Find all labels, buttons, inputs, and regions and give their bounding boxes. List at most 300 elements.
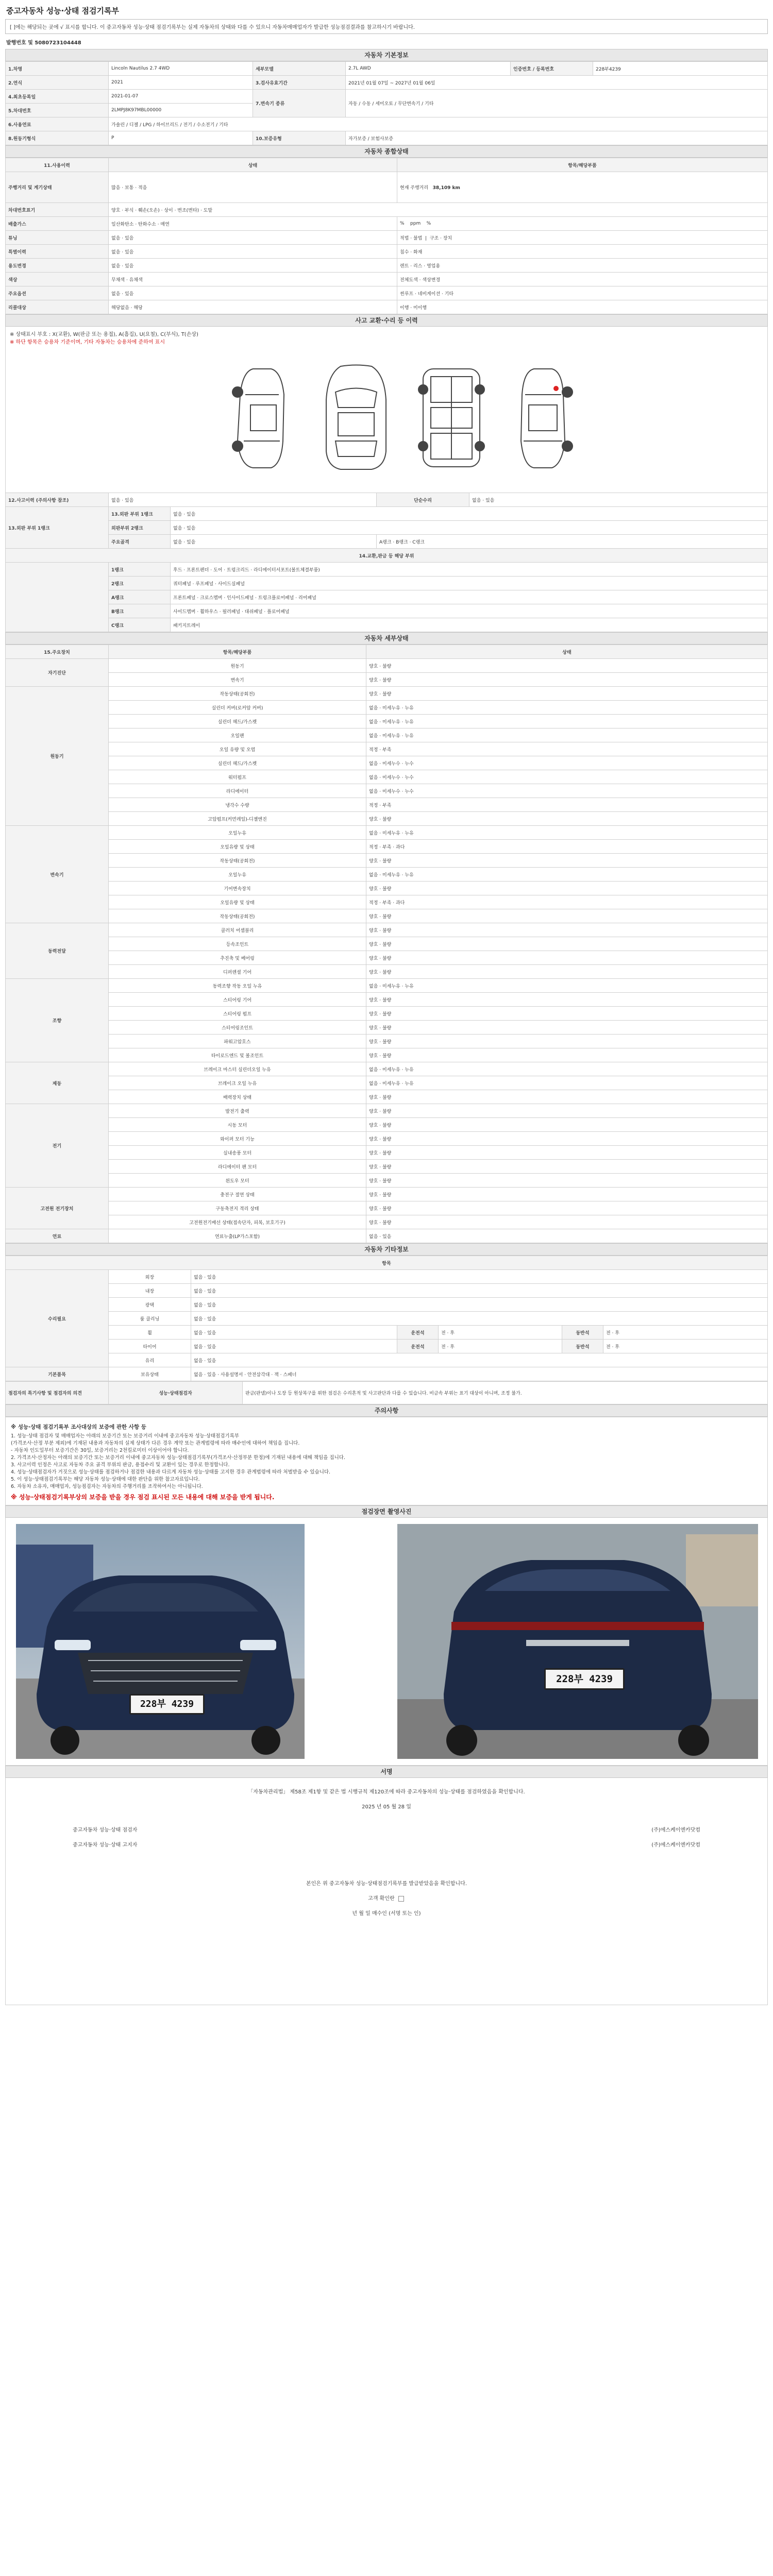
- part-state: 없음 · 있음: [191, 1298, 768, 1312]
- doc-number: [6, 38, 767, 46]
- table-row: [6, 76, 768, 90]
- part-state: 없음 · 미세누수 · 누수: [366, 756, 768, 770]
- unit-ppm: ppm: [410, 221, 421, 226]
- part-name: 고전원전기배선 상태(접속단자, 피복, 보호기구): [109, 1215, 366, 1229]
- general-state-table: [5, 158, 768, 314]
- rank-label: A랭크: [109, 590, 171, 604]
- part-state: 없음 · 있음: [191, 1312, 768, 1326]
- part-state: 없음 · 미세누수 · 누수: [366, 770, 768, 784]
- part-state: 적정 · 부족 · 과다: [366, 840, 768, 854]
- column-header: 항목/해당부품: [397, 158, 768, 172]
- opinion-table: [5, 1381, 768, 1404]
- part-name: 발전기 출력: [109, 1104, 366, 1118]
- part-name: 오일 유량 및 오염: [109, 742, 366, 756]
- note-line: 3. 사고이력 인정은 사고로 자동차 주요 골격 부위의 판금, 용접수리 및 교환이 있는 경우로 한정합니다.: [11, 1462, 230, 1468]
- part-state: 없음 · 있음 · 사용설명서 · 안전삼각대 · 잭 · 스패너: [191, 1367, 768, 1381]
- part-name: 연료누출(LP가스포함): [109, 1229, 366, 1243]
- table-row: [6, 62, 768, 76]
- part-state: 없음 · 미세누유 · 누유: [366, 868, 768, 882]
- part-state: 없음 · 미세누유 · 누유: [366, 1076, 768, 1090]
- row-label: 차대번호표기: [6, 203, 109, 217]
- part-state: 없음 · 있음: [191, 1284, 768, 1298]
- table-row: [6, 756, 768, 770]
- part-state: 없음 · 있음: [191, 1270, 768, 1284]
- field-value: 자동 / 수동 / 세미오토 / 무단변속기 / 기타: [346, 90, 768, 117]
- car-side-right-icon: [506, 364, 583, 472]
- unit-percent: %: [400, 221, 405, 226]
- signature-date: 2025 년 05 월 28 일: [362, 1804, 411, 1810]
- row-state: 없음 · 있음: [171, 535, 377, 549]
- row-units: [397, 217, 768, 231]
- table-row: [6, 1270, 768, 1284]
- table-row: [6, 590, 768, 604]
- notes-head: ※ 성능·상태 점검기록부 조사대상의 보증에 관한 사항 등: [11, 1424, 146, 1430]
- part-state: 양호 · 불량: [366, 1104, 768, 1118]
- field-value: 2021: [109, 76, 253, 90]
- note-line: 2. 가격조사·산정자는 아래의 보증기간 또는 보증거리 이내에 중고자동차 성능·상태점검기록부(가격조사·산정부분 한정)에 기재된 내용에 대해 책임을 집니다.: [11, 1455, 345, 1461]
- table-row: [6, 1160, 768, 1174]
- part-name: 등속조인트: [109, 937, 366, 951]
- row-sublabel: 주요골격: [109, 535, 171, 549]
- part-name: 기어변속장치: [109, 882, 366, 895]
- part-name: 고압펌프(커먼레일)-디젤엔진: [109, 812, 366, 826]
- opinion-label: 점검자의 특기사항 및 점검자의 의견: [6, 1382, 109, 1404]
- group-label: 변속기: [6, 826, 109, 923]
- part-state: 양호 · 불량: [366, 1021, 768, 1035]
- car-top-front-icon: [320, 364, 392, 472]
- table-row: [6, 286, 768, 300]
- basic-info-table: [5, 61, 768, 145]
- damage-table: [5, 493, 768, 632]
- row-extra: 이행 · 미이행: [397, 300, 768, 314]
- part-name: 동력조향 작동 오일 누유: [109, 979, 366, 993]
- part-name: 윈도우 모터: [109, 1174, 366, 1188]
- part-name: 변속기: [109, 673, 366, 687]
- table-row: [6, 1340, 768, 1353]
- opinion-sub: 성능·상태점검자: [109, 1382, 243, 1404]
- rank-label: 2랭크: [109, 577, 171, 590]
- car-diagram: [5, 348, 768, 493]
- side-state: 전 · 후: [603, 1326, 768, 1340]
- group-label: 연료: [6, 1229, 109, 1243]
- row-extra: 침수 · 화재: [397, 245, 768, 259]
- table-row: [6, 1326, 768, 1340]
- part-name: 룸 클리닝: [109, 1312, 191, 1326]
- row-label: 배출가스: [6, 217, 109, 231]
- table-row: [6, 1353, 768, 1367]
- column-header: 항목/해당부품: [109, 645, 366, 659]
- report: [5, 4, 768, 2005]
- table-row: [6, 90, 768, 104]
- car-side-left-icon: [222, 364, 299, 472]
- table-row: [6, 618, 768, 632]
- part-state: 양호 · 불량: [366, 1174, 768, 1188]
- field-label: 인증번호 / 등록번호: [511, 62, 593, 76]
- side-label: 동반석: [562, 1340, 603, 1353]
- part-name: 광택: [109, 1298, 191, 1312]
- part-name: 배력장치 상태: [109, 1090, 366, 1104]
- group-label: 고전원 전기장치: [6, 1188, 109, 1229]
- table-row: [6, 577, 768, 590]
- row-state: 없음 · 있음: [109, 231, 397, 245]
- rank-items: 사이드멤버 · 휠하우스 · 필러패널 · 대쉬패널 · 플로어패널: [171, 604, 768, 618]
- row-extra: 적법 · 불법 | 구조 · 장치: [397, 231, 768, 245]
- part-name: 클러치 어셈블리: [109, 923, 366, 937]
- table-row: [6, 521, 768, 535]
- table-row: [6, 770, 768, 784]
- damage-legend: [5, 327, 768, 348]
- row-state: 해당없음 · 해당: [109, 300, 397, 314]
- table-row: [6, 826, 768, 840]
- group-label: 동력전달: [6, 923, 109, 979]
- part-state: 적정 · 부족: [366, 798, 768, 812]
- rank-label: 1랭크: [109, 563, 171, 577]
- row-state: 무채색 · 유채색: [109, 273, 397, 286]
- part-name: 내장: [109, 1284, 191, 1298]
- note-line: 5. 이 성능·상태점검기록부는 해당 자동차 성능·상태에 대한 판단을 위한 참고자료입니다.: [11, 1477, 200, 1482]
- pricer-row: [11, 1840, 762, 1848]
- field-value: 228부4239: [593, 62, 768, 76]
- part-state: 없음 · 있음: [366, 1229, 768, 1243]
- rear-license-plate: 228부 4239: [544, 1668, 625, 1690]
- part-state: 양호 · 불량: [366, 1035, 768, 1048]
- part-name: 작동상태(공회전): [109, 687, 366, 701]
- part-state: 양호 · 불량: [366, 1146, 768, 1160]
- table-row: [6, 203, 768, 217]
- part-state: 없음 · 미세누유 · 누유: [366, 715, 768, 728]
- rank-items: 패키지트레이: [171, 618, 768, 632]
- table-row: [6, 1035, 768, 1048]
- notes-box: [5, 1417, 768, 1505]
- table-row: [6, 300, 768, 314]
- part-name: 작동상태(공회전): [109, 854, 366, 868]
- group-label: 전기: [6, 1104, 109, 1188]
- table-row: [6, 1104, 768, 1118]
- table-row: [6, 979, 768, 993]
- note-line: 6. 자동차 소유자, 매매업자, 성능점검자는 자동차의 주행거리를 조작하여서는 아니됩니다.: [11, 1484, 203, 1489]
- pricer-label: 중고자동차 성능·상태 고지자: [73, 1842, 138, 1848]
- table-row: [6, 535, 768, 549]
- part-state: 양호 · 불량: [366, 1215, 768, 1229]
- field-label: 7.변속기 종류: [253, 90, 346, 117]
- customer-confirm-checkbox[interactable]: [398, 1896, 404, 1902]
- field-label: 6.사용연료: [6, 117, 109, 131]
- row-sublabel: 13.외판 부위 1랭크: [109, 507, 171, 521]
- doc-number-value: 5080723104448: [35, 40, 81, 46]
- part-name: 실린더 커버(로커암 커버): [109, 701, 366, 715]
- table-row: [6, 1215, 768, 1229]
- table-row: [6, 1132, 768, 1146]
- table-row: [6, 217, 768, 231]
- part-state: 양호 · 불량: [366, 687, 768, 701]
- section-signature: 서명: [5, 1766, 768, 1778]
- section-photos: 점검장면 촬영사진: [5, 1505, 768, 1518]
- row-label: 용도변경: [6, 259, 109, 273]
- row-state: 없음 · 있음: [109, 286, 397, 300]
- part-name: 오일누유: [109, 826, 366, 840]
- column-header: 11.사용이력: [6, 158, 109, 172]
- part-state: 양호 · 불량: [366, 1118, 768, 1132]
- table-row: [6, 273, 768, 286]
- rank-items: 후드 · 프론트펜더 · 도어 · 트렁크리드 · 라디에이터서포트(볼트체결부품): [171, 563, 768, 577]
- part-state: 없음 · 미세누유 · 누유: [366, 1062, 768, 1076]
- row-label: 튜닝: [6, 231, 109, 245]
- part-name: 스티어링 기어: [109, 993, 366, 1007]
- table-row: [6, 1201, 768, 1215]
- field-value: 가솔린 / 디젤 / LPG / 하이브리드 / 전기 / 수소전기 / 기타: [109, 117, 768, 131]
- part-name: 오일누유: [109, 868, 366, 882]
- row-label: 단순수리: [377, 493, 469, 507]
- field-label: 4.최초등록일: [6, 90, 109, 104]
- table-row: [6, 965, 768, 979]
- table-row: [6, 1367, 768, 1381]
- part-state: 양호 · 불량: [366, 812, 768, 826]
- table-row: [6, 259, 768, 273]
- table-row: [6, 117, 768, 131]
- table-row: [6, 728, 768, 742]
- notes-warning: ※ 성능·상태점검기록부상의 보증을 받을 경우 점검 표시된 모든 내용에 대해 보증을 받게 됩니다.: [11, 1494, 275, 1501]
- field-label: 1.차명: [6, 62, 109, 76]
- table-row: [6, 1021, 768, 1035]
- table-row: [6, 701, 768, 715]
- table-row: [6, 840, 768, 854]
- row-state: 없음 · 있음: [171, 521, 768, 535]
- table-row: [6, 1382, 768, 1404]
- table-row: [6, 673, 768, 687]
- part-name: 보유상태: [109, 1367, 191, 1381]
- part-name: 실린더 헤드/가스켓: [109, 715, 366, 728]
- rank-items: 프론트패널 · 크로스멤버 · 인사이드패널 · 트렁크플로어패널 · 리어패널: [171, 590, 768, 604]
- section-notes: 주의사항: [5, 1404, 768, 1417]
- part-state: 없음 · 미세누유 · 누유: [366, 728, 768, 742]
- part-state: 양호 · 불량: [366, 1201, 768, 1215]
- table-row: [6, 1146, 768, 1160]
- table-row: [6, 895, 768, 909]
- column-header: 15.주요장치: [6, 645, 109, 659]
- field-label: 2.연식: [6, 76, 109, 90]
- part-name: 라디에이터: [109, 784, 366, 798]
- table-row: [6, 909, 768, 923]
- row-state: 없음 · 있음: [469, 493, 768, 507]
- group-label: 기본품목: [6, 1367, 109, 1381]
- table-row: [6, 1062, 768, 1076]
- table-row: [6, 549, 768, 563]
- note-line: 1. 성능·상태 점검자 및 매매업자는 아래의 보증기간 또는 보증거리 이내에 중고자동차 성능·상태점검기록부: [11, 1433, 239, 1439]
- field-value: 2LMPJ8K97MBL00000: [109, 104, 253, 117]
- table-row: [6, 937, 768, 951]
- group-label: 조향: [6, 979, 109, 1062]
- table-row: [6, 604, 768, 618]
- doc-number-label: 발행번호 및: [6, 40, 35, 46]
- part-name: 실린더 헤드/가스켓: [109, 756, 366, 770]
- part-name: 오일유량 및 상태: [109, 895, 366, 909]
- unit-percent: %: [426, 221, 431, 226]
- table-row: [6, 868, 768, 882]
- row-extra: 썬루프 · 네비게이션 · 기타: [397, 286, 768, 300]
- row-label: 리콜대상: [6, 300, 109, 314]
- rear-photo: [397, 1524, 758, 1759]
- row-state: 없음 · 있음: [109, 259, 397, 273]
- part-name: 추진축 및 베어링: [109, 951, 366, 965]
- row-extra: 전체도색 · 색상변경: [397, 273, 768, 286]
- part-name: 오일팬: [109, 728, 366, 742]
- part-state: 적정 · 부족 · 과다: [366, 895, 768, 909]
- side-label: 운전석: [397, 1326, 439, 1340]
- field-label: 10.보증유형: [253, 131, 346, 145]
- table-row: [6, 1312, 768, 1326]
- side-state: 전 · 후: [603, 1340, 768, 1353]
- part-state: 양호 · 불량: [366, 854, 768, 868]
- field-label: 8.원동기형식: [6, 131, 109, 145]
- part-state: 양호 · 불량: [366, 1160, 768, 1174]
- field-label: 3.검사유효기간: [253, 76, 346, 90]
- report-title: 중고자동차 성능·상태 점검기록부: [6, 6, 120, 15]
- table-row: [6, 231, 768, 245]
- part-state: 양호 · 불량: [366, 993, 768, 1007]
- side-state: 전 · 후: [439, 1326, 562, 1340]
- row-state: 많음 · 보통 · 적음: [109, 172, 397, 203]
- parts-group-label: [6, 563, 109, 632]
- mileage-value: 38,109 km: [432, 185, 460, 191]
- side-state: 전 · 후: [439, 1340, 562, 1353]
- detail-table: [5, 645, 768, 1243]
- table-row: [6, 1284, 768, 1298]
- part-state: 양호 · 불량: [366, 1090, 768, 1104]
- part-name: 유리: [109, 1353, 191, 1367]
- part-state: 없음 · 미세누유 · 누유: [366, 701, 768, 715]
- table-row: [6, 993, 768, 1007]
- part-state: 없음 · 미세누유 · 누유: [366, 826, 768, 840]
- part-state: 양호 · 불량: [366, 1188, 768, 1201]
- part-name: 타이어: [109, 1340, 191, 1353]
- rank-label: B랭크: [109, 604, 171, 618]
- front-photo: [16, 1524, 305, 1759]
- field-value: P: [109, 131, 253, 145]
- part-state: 없음 · 있음: [191, 1353, 768, 1367]
- note-line: 4. 성능·상태점검자가 거짓으로 성능·상태를 점검하거나 점검한 내용과 다르게 자동차 성능·상태를 고지한 경우 관계법령에 따라 처벌받을 수 있습니다.: [11, 1469, 331, 1475]
- part-name: 라디에이터 팬 모터: [109, 1160, 366, 1174]
- sign-line: 년 월 일 매수인 (서명 또는 인): [352, 1911, 421, 1917]
- receiver-statement: 본인은 위 중고자동차 성능·상태점검기록부를 발급받았음을 확인합니다.: [306, 1881, 467, 1887]
- row-label: 13.외판 부위 1랭크: [6, 507, 109, 549]
- row-extra: 렌트 · 리스 · 영업용: [397, 259, 768, 273]
- section-general-state: 자동차 종합상태: [5, 145, 768, 158]
- table-row: [6, 923, 768, 937]
- part-name: 브레이크 마스터 실린더오일 누유: [109, 1062, 366, 1076]
- group-label: 원동기: [6, 687, 109, 826]
- row-state: 없음 · 있음: [171, 507, 768, 521]
- row-label: 주요옵션: [6, 286, 109, 300]
- row-label: 특별이력: [6, 245, 109, 259]
- section-detail-state: 자동차 세부상태: [5, 632, 768, 645]
- field-label: 세부모델: [253, 62, 346, 76]
- table-row: [6, 659, 768, 673]
- side-label: 운전석: [397, 1340, 439, 1353]
- row-state: 양호 · 부식 · 훼손(오손) · 상이 · 변조(변타) · 도말: [109, 203, 768, 217]
- field-value: 2.7L AWD: [346, 62, 511, 76]
- part-name: 브레이크 오일 누유: [109, 1076, 366, 1090]
- signature-statement: 「자동차관리법」 제58조 제1항 및 같은 법 시행규칙 제120조에 따라 중고자동차의 성능·상태를 점검하였음을 확인합니다.: [248, 1789, 525, 1795]
- part-state: 없음 · 미세누수 · 누수: [366, 784, 768, 798]
- part-name: 냉각수 수량: [109, 798, 366, 812]
- row-state: 일산화탄소 · 탄화수소 · 매연: [109, 217, 397, 231]
- row-label: 주행거리 및 계기상태: [6, 172, 109, 203]
- table-row: [6, 493, 768, 507]
- rank-items: 쿼터패널 · 루프패널 · 사이드실패널: [171, 577, 768, 590]
- part-name: 작동상태(공회전): [109, 909, 366, 923]
- row-note: [397, 172, 768, 203]
- part-name: 충전구 절연 상태: [109, 1188, 366, 1201]
- table-row: [6, 1174, 768, 1188]
- column-header: 상태: [366, 645, 768, 659]
- table-row: [6, 507, 768, 521]
- table-row: [6, 1048, 768, 1062]
- part-state: 양호 · 불량: [366, 951, 768, 965]
- section-basic-info: 자동차 기본정보: [5, 49, 768, 61]
- table-header-row: [6, 1256, 768, 1270]
- customer-confirm-label: 고객 확인란: [368, 1896, 395, 1902]
- table-row: [6, 245, 768, 259]
- signature-area: [5, 1778, 768, 2005]
- part-state: 없음 · 있음: [191, 1340, 397, 1353]
- part-name: 휠: [109, 1326, 191, 1340]
- part-name: 시동 모터: [109, 1118, 366, 1132]
- table-row: [6, 951, 768, 965]
- part-state: 적정 · 부족: [366, 742, 768, 756]
- part-state: 양호 · 불량: [366, 673, 768, 687]
- part-state: 양호 · 불량: [366, 1007, 768, 1021]
- row-extra-1: 적법 · 불법: [400, 235, 423, 241]
- side-label: 동반석: [562, 1326, 603, 1340]
- part-state: 양호 · 불량: [366, 659, 768, 673]
- table-row: [6, 784, 768, 798]
- part-name: 워터펌프: [109, 770, 366, 784]
- field-label: 5.차대번호: [6, 104, 109, 117]
- group-label: 수리필요: [6, 1270, 109, 1367]
- note-line: - 자동차 인도일부터 보증기간은 30일, 보증거리는 2천킬로미터 이상이어야 합니다.: [11, 1448, 189, 1453]
- table-row: [6, 854, 768, 868]
- inspector-row: [11, 1825, 762, 1833]
- part-state: 양호 · 불량: [366, 937, 768, 951]
- row-extra: A랭크 · B랭크 · C랭크: [377, 535, 768, 549]
- table-row: [6, 563, 768, 577]
- part-state: 양호 · 불량: [366, 1132, 768, 1146]
- legend-line: ※ 하단 항목은 승용차 기준이며, 기타 자동차는 승용차에 준하여 표시: [10, 340, 165, 345]
- row-extra-2: 구조 · 장치: [429, 235, 452, 241]
- part-state: 양호 · 불량: [366, 909, 768, 923]
- front-license-plate: 228부 4239: [129, 1694, 205, 1715]
- table-row: [6, 882, 768, 895]
- part-state: 없음 · 있음: [191, 1326, 397, 1340]
- table-header-row: [6, 158, 768, 172]
- part-name: 외장: [109, 1270, 191, 1284]
- part-name: 스티어링조인트: [109, 1021, 366, 1035]
- pricer-name: (주)에스케이엔카닷컴: [651, 1842, 700, 1848]
- part-name: 실내송풍 모터: [109, 1146, 366, 1160]
- part-state: 양호 · 불량: [366, 1048, 768, 1062]
- inspector-name: (주)에스케이엔카닷컴: [651, 1827, 700, 1833]
- table-row: [6, 1007, 768, 1021]
- part-state: 양호 · 불량: [366, 882, 768, 895]
- customer-confirm: [11, 1894, 762, 1902]
- column-header: 항목: [6, 1256, 768, 1270]
- part-name: 구동축전지 격리 상태: [109, 1201, 366, 1215]
- field-value: 자가보증 / 보험사보증: [346, 131, 768, 145]
- part-name: 파워고압호스: [109, 1035, 366, 1048]
- field-value: 2021-01-07: [109, 90, 253, 104]
- part-state: 양호 · 불량: [366, 923, 768, 937]
- column-header: 상태: [109, 158, 397, 172]
